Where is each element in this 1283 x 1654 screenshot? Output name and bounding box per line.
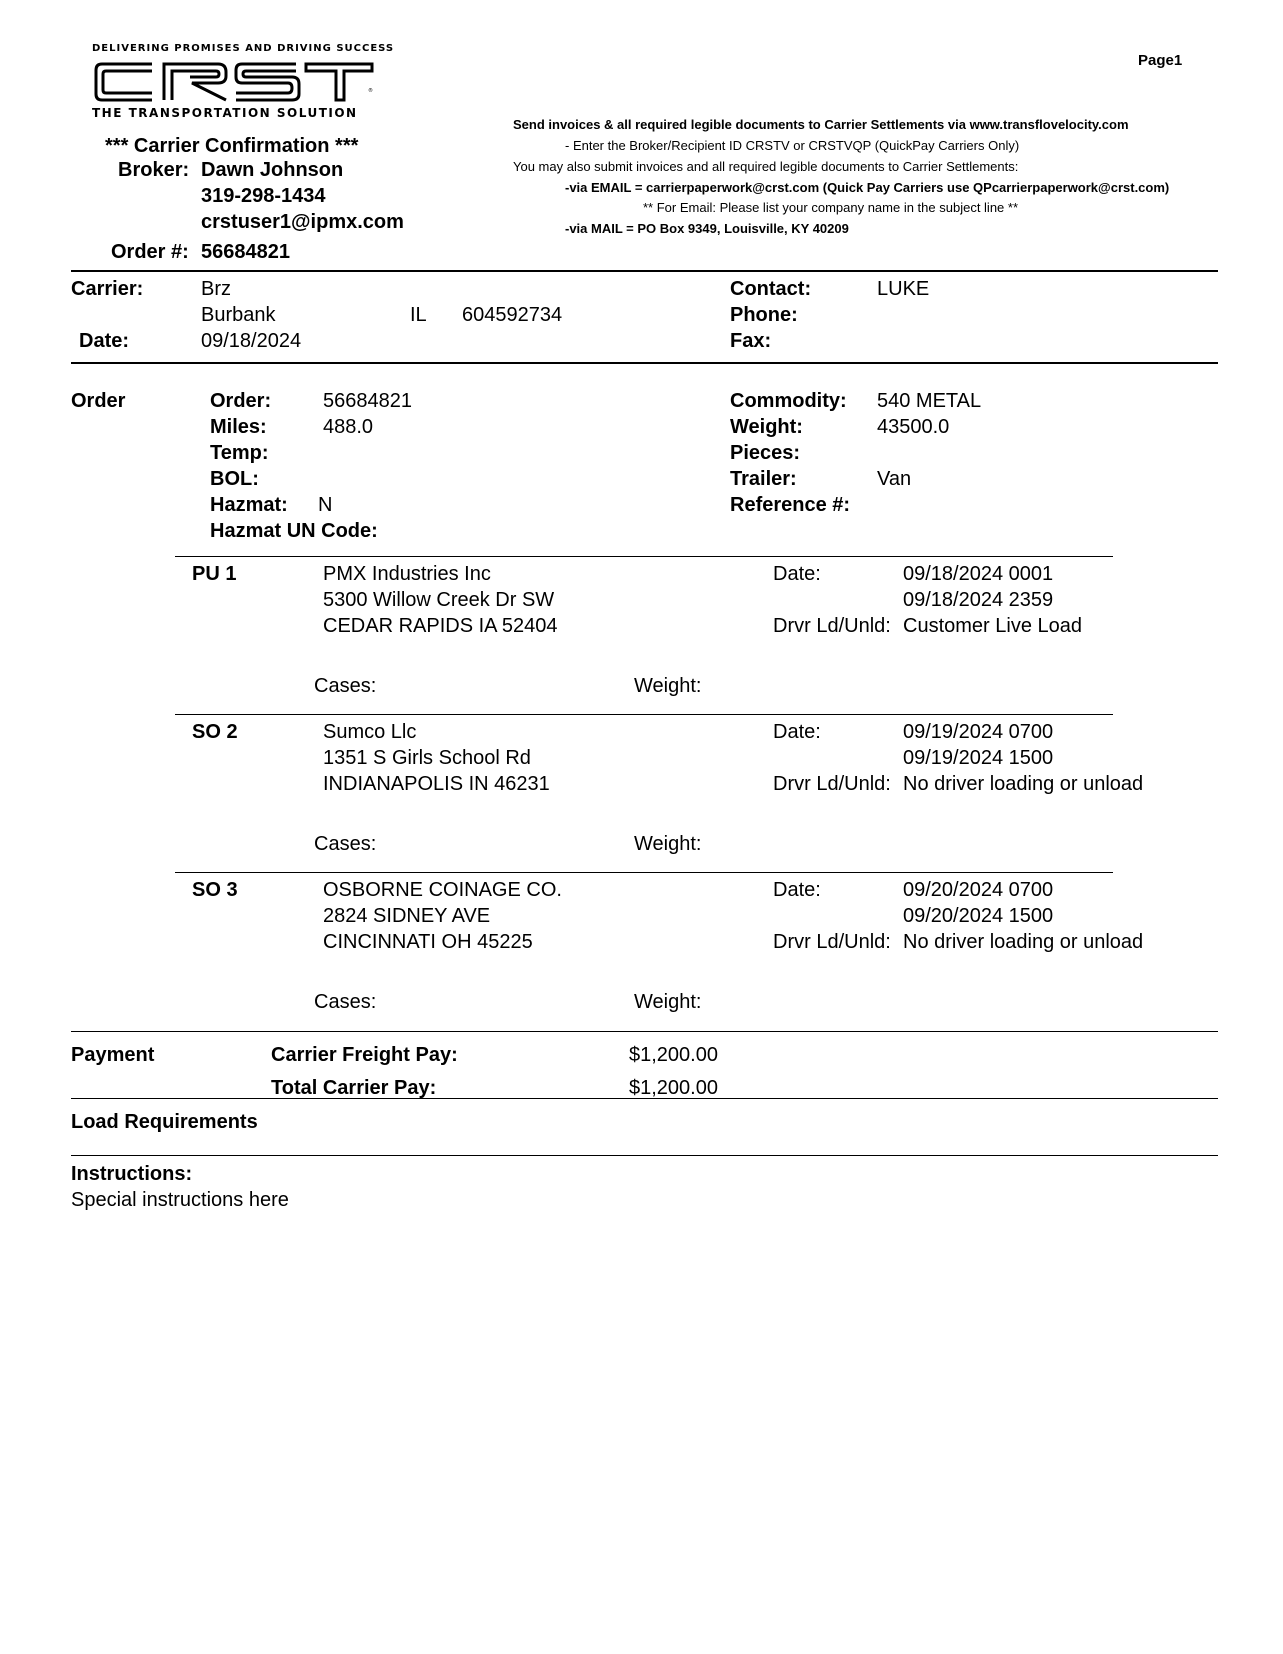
stop-drvr-value: No driver loading or unload [903,931,1144,953]
stop-weight-label: Weight: [634,833,702,855]
stop-name: PMX Industries Inc [323,563,491,585]
stop-code: SO 2 [192,721,238,743]
contact-name: LUKE [877,278,930,300]
carrier-state: IL [410,304,427,326]
stop-name: Sumco Llc [323,721,417,743]
stop-drvr-label: Drvr Ld/Unld: [773,773,891,795]
divider [175,714,1113,715]
hazmat-value: N [318,494,333,516]
divider [71,1098,1218,1099]
notice-line-5: ** For Email: Please list your company name in the subject line ** [643,200,1019,215]
instructions-text: Special instructions here [71,1189,289,1211]
temp-label: Temp: [210,442,269,464]
weight-value: 43500.0 [877,416,950,438]
miles-label: Miles: [210,416,267,438]
carrier-label: Carrier: [71,278,144,300]
confirmation-date: 09/18/2024 [201,330,302,352]
pieces-label: Pieces: [730,442,801,464]
logo-tagline-top: DELIVERING PROMISES AND DRIVING SUCCESS [92,43,395,54]
freight-pay-label: Carrier Freight Pay: [271,1044,458,1066]
stop-address: 1351 S Girls School Rd [323,747,531,769]
total-pay-value: $1,200.00 [629,1077,718,1099]
divider [71,1031,1218,1032]
phone-label: Phone: [730,304,798,326]
divider [71,1155,1218,1156]
payment-section-label: Payment [71,1044,155,1066]
total-pay-label: Total Carrier Pay: [271,1077,437,1099]
order-label: Order: [210,390,272,412]
commodity-label: Commodity: [730,390,847,412]
crst-logo [92,60,376,104]
stop-citystate: INDIANAPOLIS IN 46231 [323,773,550,795]
notice-line-1: Send invoices & all required legible documents to Carrier Settlements via www.transflovelocity.com [513,117,1129,132]
trailer-label: Trailer: [730,468,797,490]
reference-label: Reference #: [730,494,851,516]
broker-name: Dawn Johnson [201,159,344,181]
notice-line-3: You may also submit invoices and all required legible documents to Carrier Settlements: [513,159,1019,174]
instructions-label: Instructions: [71,1163,193,1185]
stop-cases-label: Cases: [314,833,377,855]
stop-drvr-value: Customer Live Load [903,615,1082,637]
stop-date-end: 09/20/2024 1500 [903,905,1054,927]
bol-label: BOL: [210,468,259,490]
stop-date-end: 09/18/2024 2359 [903,589,1054,611]
commodity-value: 540 METAL [877,390,982,412]
stop-date-start: 09/19/2024 0700 [903,721,1054,743]
order-number-label: Order #: [111,241,189,263]
document-title: *** Carrier Confirmation *** [105,135,359,157]
stop-weight-label: Weight: [634,991,702,1013]
stop-drvr-value: No driver loading or unload [903,773,1144,795]
stop-name: OSBORNE COINAGE CO. [323,879,562,901]
carrier-name: Brz [201,278,231,300]
logo-tagline-bottom: THE TRANSPORTATION SOLUTION [92,106,358,120]
stop-date-start: 09/20/2024 0700 [903,879,1054,901]
trailer-value: Van [877,468,912,490]
miles-value: 488.0 [323,416,374,438]
stop-code: PU 1 [192,563,237,585]
date-label: Date: [79,330,130,352]
stop-address: 5300 Willow Creek Dr SW [323,589,555,611]
hazmat-un-label: Hazmat UN Code: [210,520,378,542]
stop-weight-label: Weight: [634,675,702,697]
stop-cases-label: Cases: [314,675,377,697]
contact-label: Contact: [730,278,812,300]
svg-text:®: ® [368,88,373,94]
divider [175,872,1113,873]
stop-date-label: Date: [773,721,821,743]
divider [71,270,1218,272]
stop-citystate: CINCINNATI OH 45225 [323,931,533,953]
stop-date-label: Date: [773,563,821,585]
carrier-zip: 604592734 [462,304,563,326]
hazmat-label: Hazmat: [210,494,288,516]
notice-line-2: - Enter the Broker/Recipient ID CRSTV or CRSTVQP (QuickPay Carriers Only) [565,138,1020,153]
broker-label: Broker: [118,159,190,181]
stop-date-start: 09/18/2024 0001 [903,563,1054,585]
stop-address: 2824 SIDNEY AVE [323,905,491,927]
stop-drvr-label: Drvr Ld/Unld: [773,615,891,637]
carrier-city: Burbank [201,304,276,326]
notice-line-6: -via MAIL = PO Box 9349, Louisville, KY 40209 [565,221,849,236]
load-requirements-label: Load Requirements [71,1111,258,1133]
broker-email: crstuser1@ipmx.com [201,211,404,233]
freight-pay-value: $1,200.00 [629,1044,718,1066]
broker-phone: 319-298-1434 [201,185,326,207]
notice-line-4: -via EMAIL = carrierpaperwork@crst.com (Quick Pay Carriers use QPcarrierpaperwork@crst.com) [565,180,1170,195]
stop-date-label: Date: [773,879,821,901]
order-section-label: Order [71,390,126,412]
weight-label: Weight: [730,416,803,438]
stop-date-end: 09/19/2024 1500 [903,747,1054,769]
order-number: 56684821 [201,241,290,263]
fax-label: Fax: [730,330,772,352]
stop-cases-label: Cases: [314,991,377,1013]
divider [175,556,1113,557]
page-number: Page1 [1138,52,1183,69]
stop-drvr-label: Drvr Ld/Unld: [773,931,891,953]
divider [71,362,1218,364]
order-value: 56684821 [323,390,412,412]
stop-code: SO 3 [192,879,238,901]
stop-citystate: CEDAR RAPIDS IA 52404 [323,615,558,637]
